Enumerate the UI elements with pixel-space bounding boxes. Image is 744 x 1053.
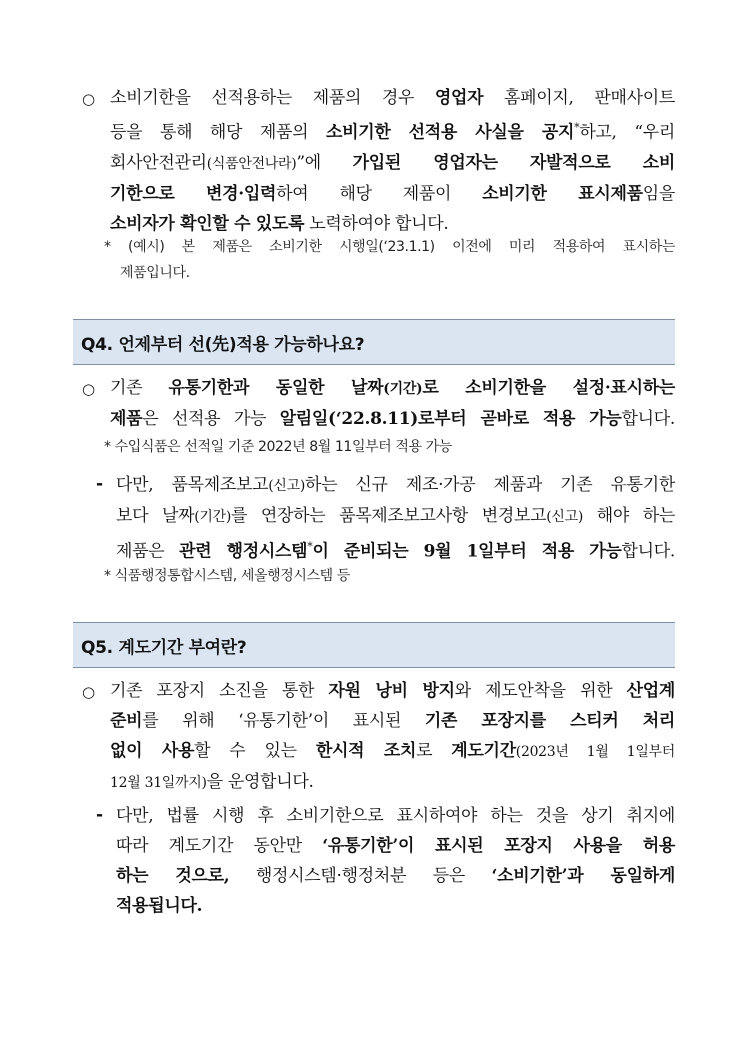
small-text: (신고) [268, 478, 306, 494]
paragraph-line: 소비기한을 선적용하는 제품의 경우 영업자 홈페이지, 판매사이트 [110, 88, 675, 108]
paragraph-line: 다만, 품목제조보고(신고)하는 신규 제조·가공 제품과 기존 유통기한 [116, 475, 676, 495]
bold-text: 한시적 조치 [315, 741, 417, 761]
small-text: 12월 31일까지) [110, 775, 207, 791]
bold-text: 없이 사용 [110, 741, 195, 761]
paragraph-line: 제품은 선적용 가능 알림일(‘22.8.11)로부터 곧바로 적용 가능합니다. [110, 409, 675, 429]
paragraph-line: 회사안전관리(식품안전나라)”에 가입된 영업자는 자발적으로 소비 [110, 152, 675, 173]
paragraph-line: 12월 31일까지)을 운영합니다. [110, 772, 314, 792]
bold-text: 하는 것으로, [116, 866, 230, 886]
bold-small-text: (기간) [383, 381, 423, 397]
footnote-line: * (예시) 본 제품은 소비기한 시행일(‘23.1.1) 이전에 미리 적용하여 표시하는 [104, 239, 675, 255]
paragraph-line: 기한으로 변경·입력하여 해당 제품이 소비기한 표시제품임을 [110, 183, 675, 204]
paragraph-line: 기존 포장지 소진을 통한 자원 낭비 방지와 제도안착을 위한 산업계 [110, 681, 675, 701]
bold-text: 알림일(‘22.8.11)로부터 곧바로 적용 가능 [279, 409, 622, 429]
bold-text: 이 준비되는 9월 1일부터 적용 가능 [312, 541, 622, 562]
footnote-line: * 수입식품은 선적일 기준 2022년 8월 11일부터 적용 가능 [104, 439, 452, 455]
paragraph-line: 등을 통해 해당 제품의 소비기한 선적용 사실을 공지*하고, “우리 [110, 121, 676, 143]
paragraph [110, 373, 675, 434]
footnote-line: 제품입니다. [120, 265, 190, 281]
bold-text: 소비기한 표시제품 [482, 183, 643, 204]
small-text: (기간) [194, 509, 231, 525]
bold-text: 가입된 영업자는 자발적으로 소비 [352, 152, 675, 173]
paragraph [116, 470, 675, 567]
section-heading-text: Q4. 언제부터 선(先)적용 가능하나요? [81, 335, 365, 355]
paragraph-line: 다만, 법률 시행 후 소비기한으로 표시하여야 하는 것을 상기 취지에 [116, 806, 675, 826]
bold-text: 소비기한 선적용 사실을 공지 [325, 122, 575, 143]
bold-text: 자원 낭비 방지 [328, 681, 455, 701]
section-heading-text: Q5. 계도기간 부여란? [81, 638, 247, 658]
bold-text: 기한으로 변경·입력 [110, 183, 277, 204]
paragraph [116, 801, 675, 921]
paragraph-line: 준비를 위해 ‘유통기한’이 표시된 기존 포장지를 스티커 처리 [110, 711, 676, 731]
section-heading-q4 [73, 319, 675, 365]
bold-text: 관련 행정시스템 [179, 541, 308, 562]
small-text: (신고) [546, 509, 584, 525]
paragraph-line: 보다 날짜(기간)를 연장하는 품목제조보고사항 변경보고(신고) 해야 하는 [116, 506, 675, 526]
bold-text: 소비자가 확인할 수 있도록 [110, 213, 305, 234]
bullet-circle: ○ [82, 90, 96, 108]
bold-text: 유통기한과 동일한 날짜 [168, 378, 384, 398]
paragraph-line: 따라 계도기간 동안만 ‘유통기한’이 표시된 포장지 사용을 허용 [116, 836, 675, 856]
bold-text: 제품 [110, 409, 143, 429]
paragraph-line: 기존 유통기한과 동일한 날짜(기간)로 소비기한을 설정·표시하는 [110, 378, 675, 398]
bold-text: 적용됩니다. [116, 896, 203, 916]
bullet-circle: ○ [82, 683, 96, 701]
paragraph [110, 676, 675, 798]
dash-marker: - [96, 474, 104, 494]
paragraph-line: 제품은 관련 행정시스템*이 준비되는 9월 1일부터 적용 가능합니다. [116, 540, 675, 562]
bullet-circle: ○ [82, 380, 96, 398]
paragraph [110, 83, 675, 239]
bold-text: 산업계 [626, 681, 675, 701]
bold-text: 영업자 [434, 88, 484, 108]
footnote [104, 563, 675, 589]
section-heading-q5 [73, 622, 675, 668]
paragraph-line: 없이 사용할 수 있는 한시적 조치로 계도기간(2023년 1월 1일부터 [110, 741, 675, 761]
bold-text: ‘소비기한’과 동일하게 [491, 866, 675, 886]
bold-text: ‘유통기한’이 표시된 포장지 사용을 허용 [322, 836, 675, 856]
dash-marker: - [96, 805, 104, 825]
footnote [104, 434, 675, 460]
footnote [104, 234, 675, 286]
footnote-mark: * [307, 540, 313, 553]
footnote-line: * 식품행정통합시스템, 세올행정시스템 등 [104, 568, 350, 584]
paragraph-line: 소비자가 확인할 수 있도록 노력하여야 합니다. [110, 213, 449, 234]
bold-text: 준비 [110, 711, 143, 731]
paragraph-line [116, 891, 675, 921]
small-text: (식품안전나라) [206, 155, 297, 172]
paragraph-line: 하는 것으로, 행정시스템·행정처분 등은 ‘소비기한’과 동일하게 [116, 866, 675, 886]
small-text: (2023년 1월 1일부터 [515, 744, 675, 760]
bold-text: 계도기간 [451, 741, 516, 761]
bold-text: 로 소비기한을 설정·표시하는 [422, 378, 675, 398]
footnote-mark: * [574, 121, 580, 134]
bold-text: 기존 포장지를 스티커 처리 [424, 711, 676, 731]
